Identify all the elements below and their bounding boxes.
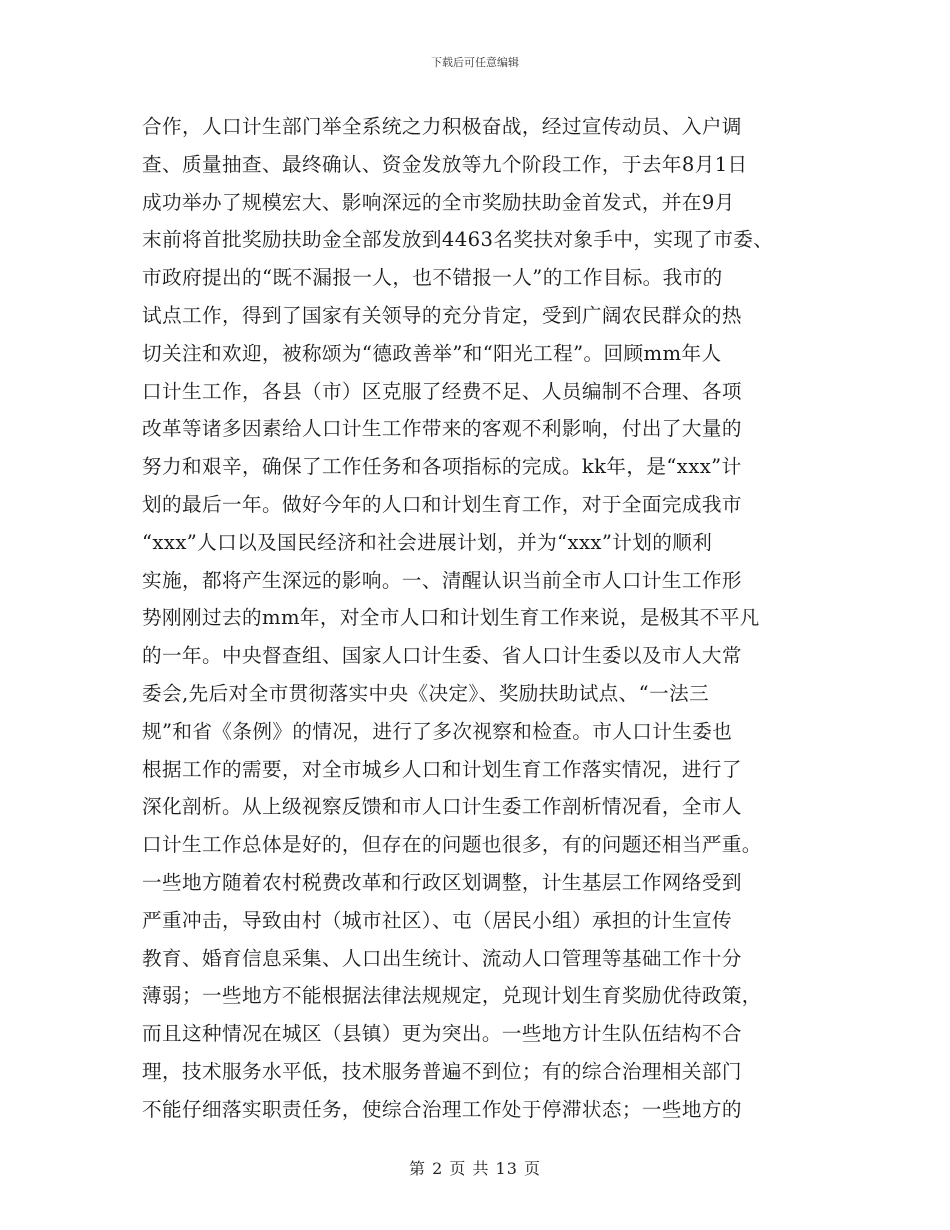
text-line: 而且这种情况在城区（县镇）更为突出。一些地方计生队伍结构不合 bbox=[142, 1022, 742, 1046]
text-line: 不能仔细落实职责任务，使综合治理工作处于停滞状态；一些地方的 bbox=[142, 1097, 742, 1121]
text-line: 末前将首批奖励扶助金全部发放到4463名奖扶对象手中，实现了市委、 bbox=[142, 228, 774, 252]
text-line: 根据工作的需要，对全市城乡人口和计划生育工作落实情况，进行了 bbox=[142, 757, 742, 781]
text-line: 薄弱；一些地方不能根据法律法规规定，兑现计划生育奖励优待政策， bbox=[142, 984, 762, 1008]
text-line: 划的最后一年。做好今年的人口和计划生育工作，对于全面完成我市 bbox=[142, 492, 742, 516]
text-line: 一些地方随着农村税费改革和行政区划调整，计生基层工作网络受到 bbox=[142, 870, 742, 894]
text-line: 试点工作，得到了国家有关领导的充分肯定，受到广阔农民群众的热 bbox=[142, 303, 742, 327]
text-line: 市政府提出的“既不漏报一人，也不错报一人”的工作目标。我市的 bbox=[142, 266, 723, 290]
page-footer: 第 2 页 共 13 页 bbox=[409, 1159, 541, 1178]
page-header: 下载后可任意编辑 bbox=[431, 56, 519, 69]
text-line: 改革等诸多因素给人口计生工作带来的客观不利影响，付出了大量的 bbox=[142, 417, 742, 441]
text-line: 的一年。中央督查组、国家人口计生委、省人口计生委以及市人大常 bbox=[142, 644, 742, 668]
body-text bbox=[142, 108, 802, 1129]
text-line: 切关注和欢迎，被称颂为“德政善举”和“阳光工程”。回顾mm年人 bbox=[142, 341, 722, 365]
text-line: 理，技术服务水平低，技术服务普遍不到位；有的综合治理相关部门 bbox=[142, 1059, 742, 1083]
text-line: 势刚刚过去的mm年，对全市人口和计划生育工作来说，是极其不平凡 bbox=[142, 606, 760, 630]
text-line: 口计生工作总体是好的，但存在的问题也很多，有的问题还相当严重。 bbox=[142, 833, 762, 857]
text-line: 合作，人口计生部门举全系统之力积极奋战，经过宣传动员、入户调 bbox=[142, 115, 742, 138]
text-line: 口计生工作，各县（市）区克服了经费不足、人员编制不合理、各项 bbox=[142, 379, 742, 403]
text-line: 严重冲击，导致由村（城市社区）、屯（居民小组）承担的计生宣传 bbox=[142, 908, 733, 932]
text-line: 委会,先后对全市贯彻落实中央《决定》、奖励扶助试点、“一法三 bbox=[142, 681, 710, 705]
text-line: 深化剖析。从上级视察反馈和市人口计生委工作剖析情况看，全市人 bbox=[142, 795, 742, 819]
text-line: 查、质量抽查、最终确认、资金发放等九个阶段工作，于去年8月1日 bbox=[142, 152, 748, 176]
text-line: 规”和省《条例》的情况，进行了多次视察和检查。市人口计生委也 bbox=[142, 719, 733, 743]
text-line: 努力和艰辛，确保了工作任务和各项指标的完成。kk年，是“xxx”计 bbox=[142, 455, 742, 479]
text-line: 实施，都将产生深远的影响。一、清醒认识当前全市人口计生工作形 bbox=[142, 568, 742, 592]
text-line: “xxx”人口以及国民经济和社会进展计划，并为“xxx”计划的顺利 bbox=[142, 530, 713, 554]
text-line: 成功举办了规模宏大、影响深远的全市奖励扶助金首发式，并在9月 bbox=[142, 190, 735, 214]
text-line: 教育、婚育信息采集、人口出生统计、流动人口管理等基础工作十分 bbox=[142, 946, 742, 970]
